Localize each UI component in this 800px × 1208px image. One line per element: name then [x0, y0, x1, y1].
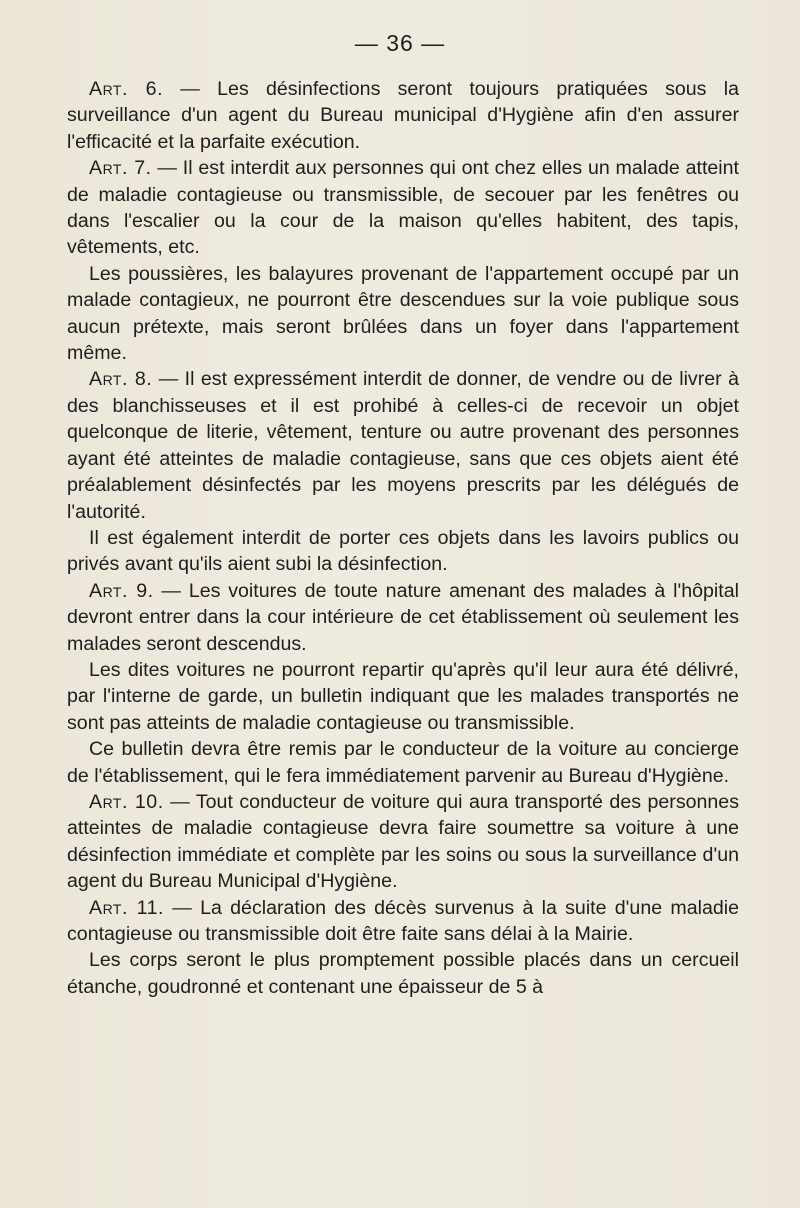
paragraph-text: — Les désinfections seront toujours pratiquées sous la surveillance d'un agent du Bureau municipal d'Hygiène afin d'en assurer l'efficacité et la parfaite exécution. — [67, 78, 739, 153]
paragraph — [67, 525, 739, 578]
paragraph-text: Les corps seront le plus promptement possible placés dans un cercueil étanche, goudronné et contenant une épaisseur de 5 à — [67, 949, 739, 998]
body-text — [67, 76, 739, 1000]
article-label: Art. 9. — [89, 579, 154, 602]
paragraph-text: Il est également interdit de porter ces objets dans les lavoirs publics ou privés avant qu'ils aient subi la désinfection. — [67, 526, 739, 576]
paragraph-text: — Tout conducteur de voiture qui aura transporté des personnes atteintes de maladie contagieuse devra faire soumettre sa voiture à une désinfection immédiate et complète par les soins ou sous la surveillance d'un agent du Bureau Municipal d'Hygiène. — [67, 790, 740, 893]
paragraph-text: — Il est expressément interdit de donner, de vendre ou de livrer à des blanchisseuses et il est prohibé à celles-ci de recevoir un objet quelconque de literie, vêtement, tenture ou autre provenant des personnes ayant été atteintes de maladie contagieuse, sans que ces objets aient été préalablement désinfectés par les moyens prescrits par les délégués de l'autorité. — [67, 368, 739, 523]
paragraph-art-9 — [67, 578, 739, 657]
article-label: Art. 7. — [89, 157, 152, 180]
paragraph — [67, 736, 739, 789]
paragraph-text: — Les voitures de toute nature amenant des malades à l'hôpital devront entrer dans la cour intérieure de cet établissement où seulement les malades seront descendus. — [67, 579, 739, 655]
paragraph — [67, 947, 739, 1000]
page-number: — 36 — — [354, 30, 446, 56]
paragraph-art-11 — [67, 895, 739, 948]
paragraph-art-7 — [67, 155, 739, 261]
paragraph-art-6 — [67, 76, 739, 155]
paragraph-text: Les poussières, les balayures provenant de l'appartement occupé par un malade contagieux, ne pourront être descendues sur la voie publique sous aucun prétexte, mais seront brûlées dans un foyer dans l'appartement même. — [67, 262, 739, 365]
paragraph — [67, 657, 739, 736]
article-label: Art. 11. — [89, 896, 164, 919]
paragraph-text: Les dites voitures ne pourront repartir qu'après qu'il leur aura été délivré, par l'interne de garde, un bulletin indiquant que les malades transportés ne sont pas atteints de maladie contagieuse ou transmissible. — [67, 658, 739, 734]
paragraph-art-10 — [67, 789, 739, 895]
article-label: Art. 6. — [89, 78, 164, 100]
paragraph — [67, 261, 739, 367]
paragraph-text: Ce bulletin devra être remis par le conducteur de la voiture au concierge de l'établissement, qui le fera immédiatement parvenir au Bureau d'Hygiène. — [67, 738, 739, 787]
article-label: Art. 8. — [89, 368, 153, 391]
article-label: Art. 10. — [89, 790, 164, 813]
paragraph-art-8 — [67, 366, 739, 524]
paragraph-text: — Il est interdit aux personnes qui ont chez elles un malade atteint de maladie contagieuse ou transmissible, de secouer par les fenêtres ou dans l'escalier ou la cour de la maison qu'elles habitent, des tapis, vêtements, etc. — [67, 157, 739, 259]
paragraph-text: — La déclaration des décès survenus à la suite d'une maladie contagieuse ou transmissible doit être faite sans délai à la Mairie. — [67, 896, 739, 945]
